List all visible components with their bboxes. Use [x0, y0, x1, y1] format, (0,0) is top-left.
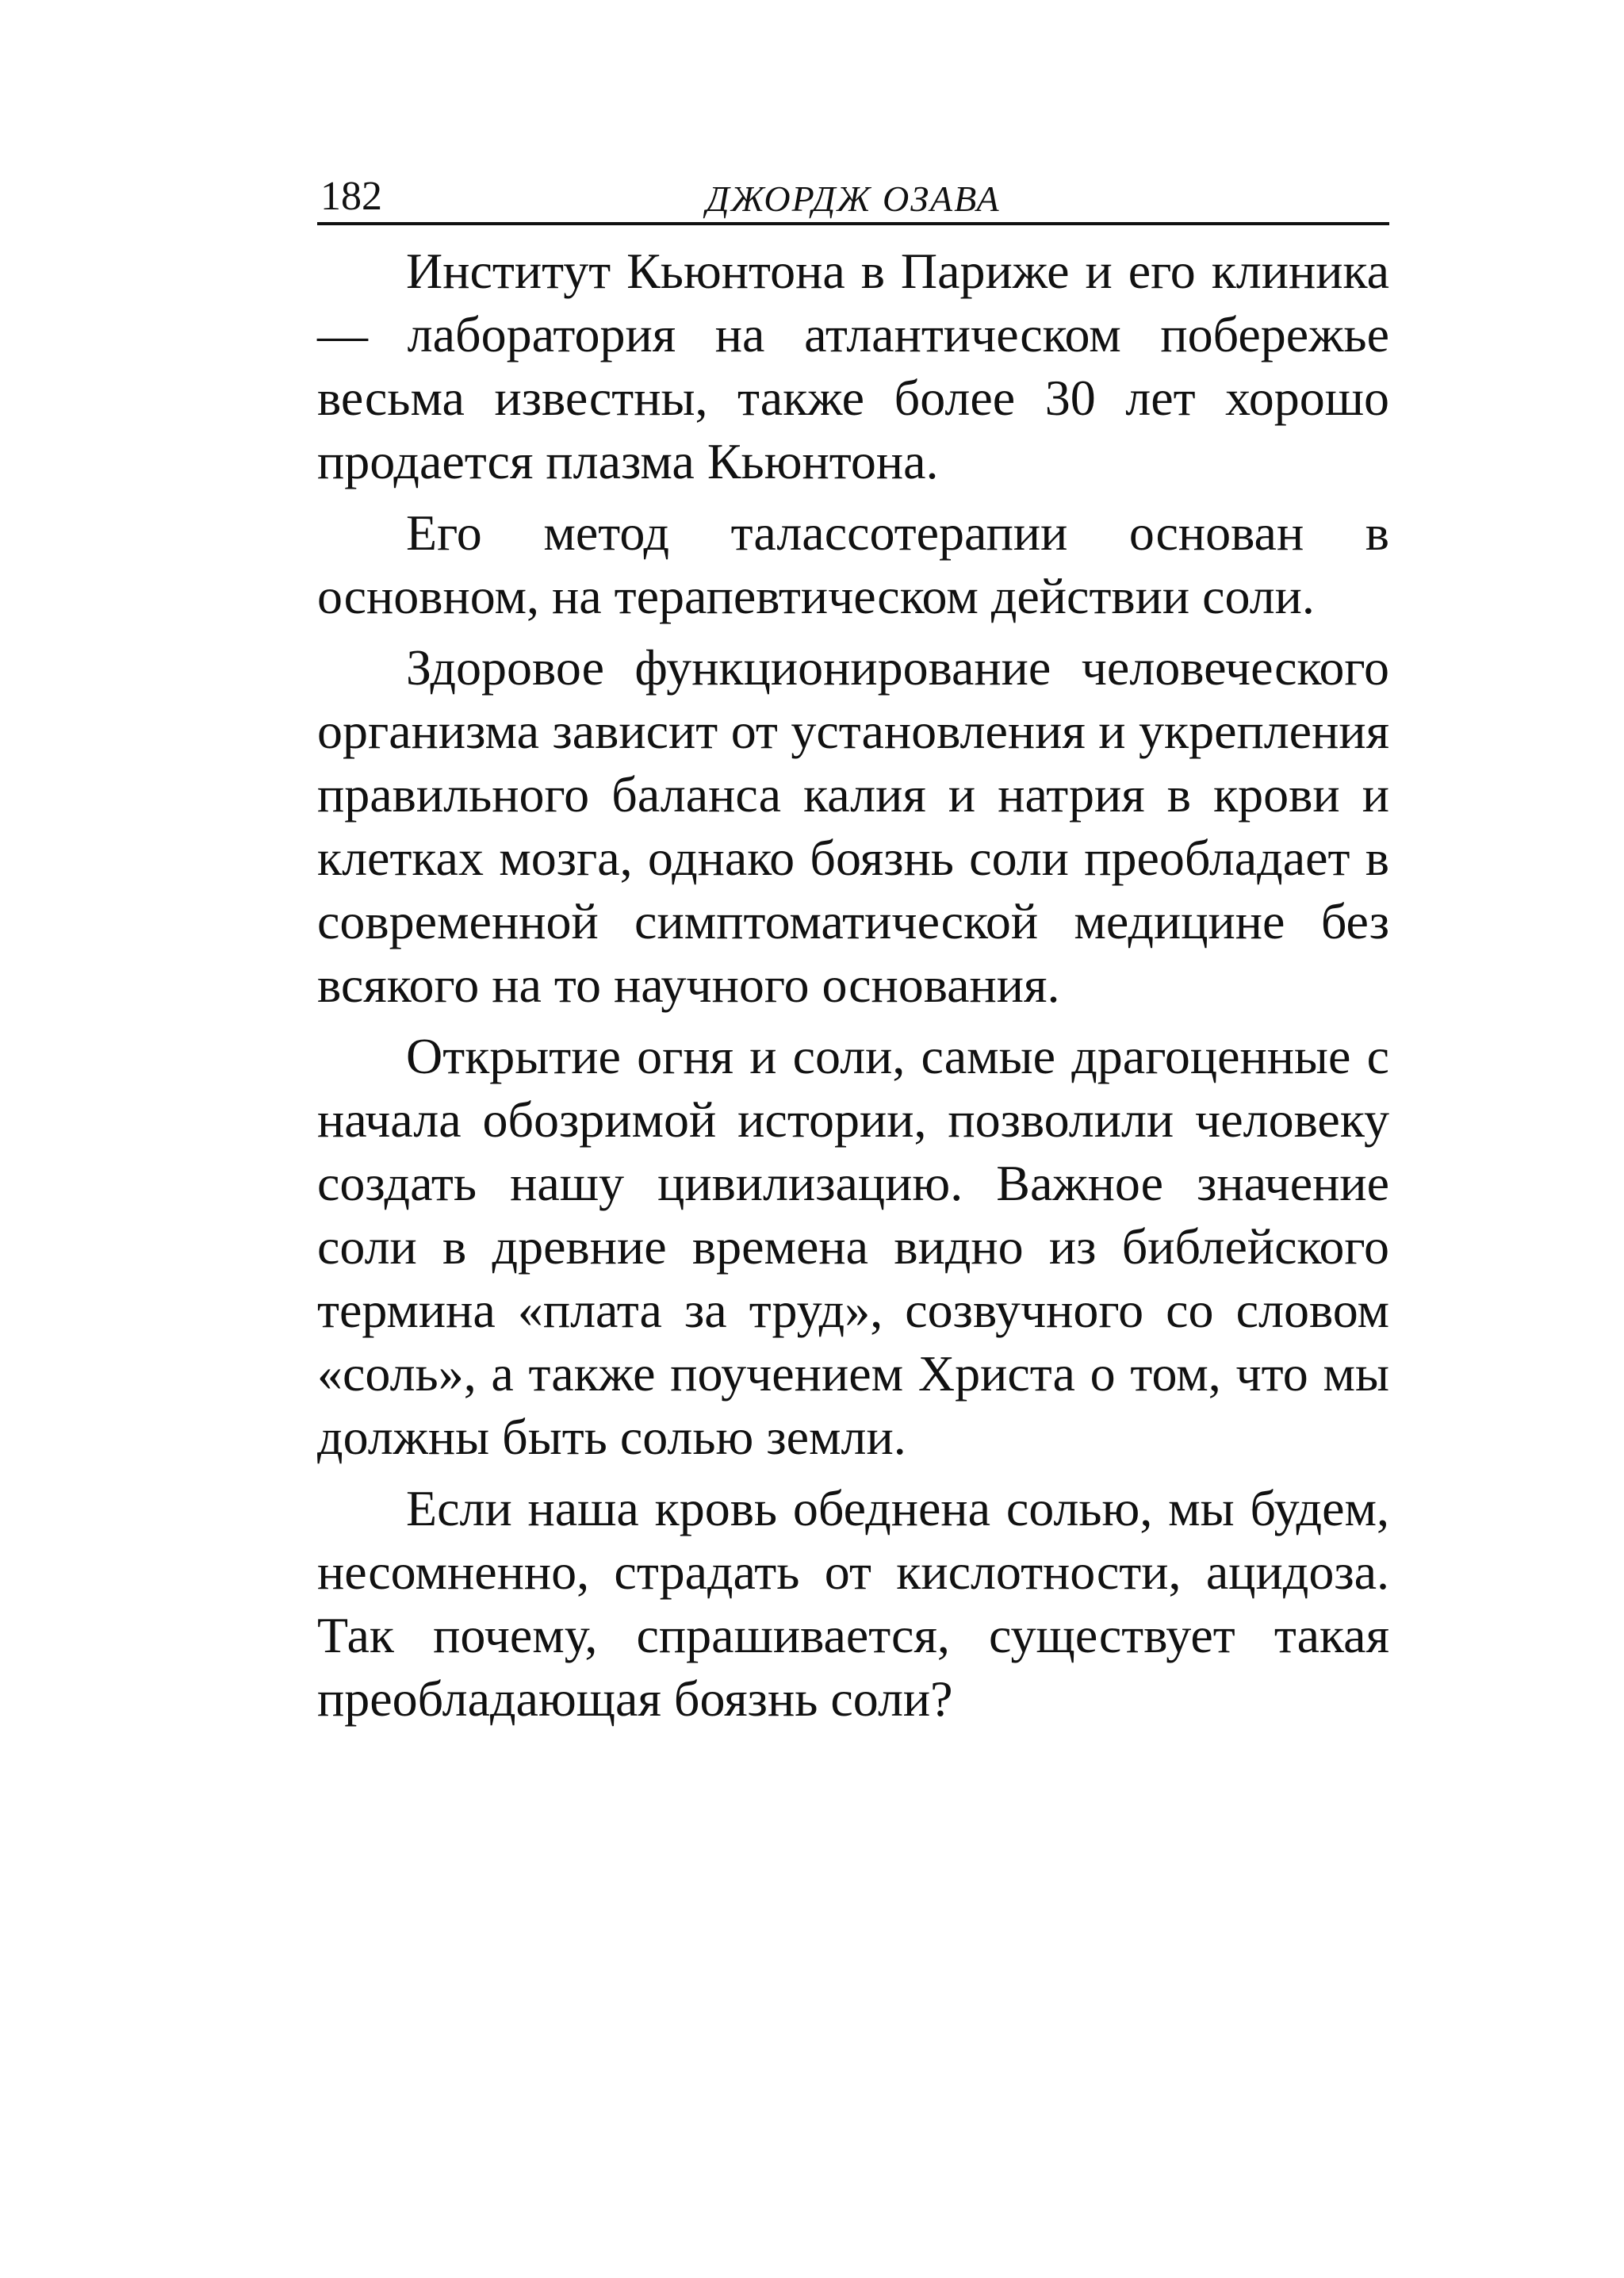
page-number: 182	[320, 174, 382, 219]
paragraph-3: Здоровое функционирование человеческого организма зависит от установления и укрепления правильного баланса калия и натрия в крови и клетках мозга, однако боязнь соли преобладает в современной симптоматической медицине без всякого на то научного основания.	[317, 639, 1389, 1013]
paragraph-1: Институт Кьюнтона в Париже и его клиника — лаборатория на атлантическом побережье весьма известны, также более 30 лет хорошо продается плазма Кьюнтона.	[317, 243, 1389, 489]
running-title: ДЖОРДЖ ОЗАВА	[706, 178, 1001, 219]
paragraph-4: Открытие огня и соли, самые драгоценные с начала обозримой истории, позволили человеку создать нашу цивилизацию. Важное значение соли в древние времена видно из библейского термина «плата за труд», созвучного со словом «соль», а также поучением Христа о том, что мы должны быть солью земли.	[317, 1028, 1389, 1465]
running-header	[317, 167, 1389, 225]
body-text	[317, 240, 1389, 1731]
paragraph-2: Его метод талассотерапии основан в основном, на терапевтическом действии соли.	[317, 504, 1389, 624]
book-page	[317, 167, 1389, 1739]
paragraph-5: Если наша кровь обеднена солью, мы будем, несомненно, страдать от кислотности, ацидоза. Так почему, спрашивается, существует такая преобладающая боязнь соли?	[317, 1480, 1389, 1727]
